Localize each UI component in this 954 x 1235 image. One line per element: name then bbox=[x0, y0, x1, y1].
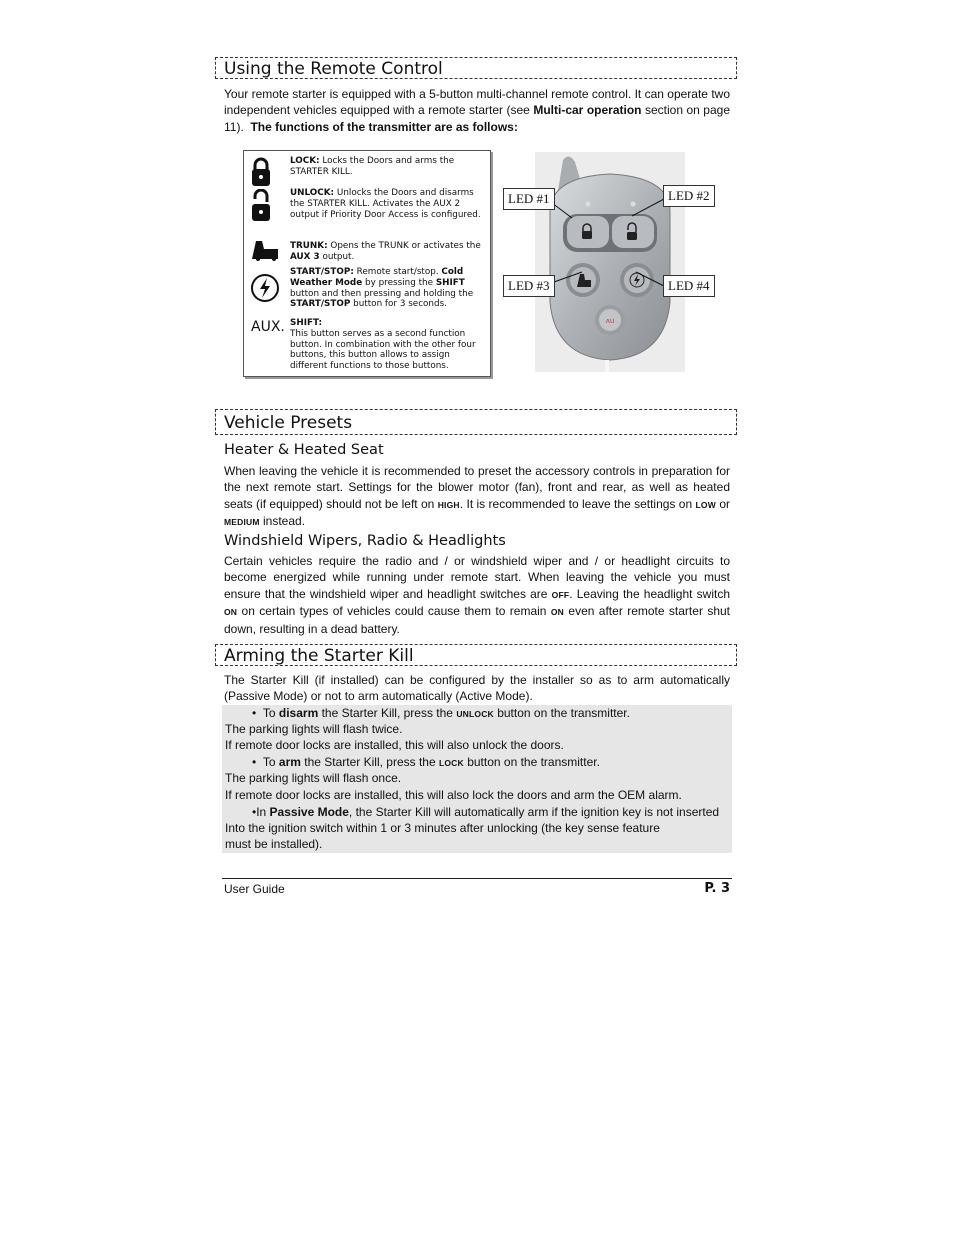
text: The functions of the transmitter are as follows: bbox=[250, 119, 518, 134]
multicar-link-text: Multi-car operation bbox=[533, 103, 642, 118]
aux-label: AUX. bbox=[251, 319, 285, 335]
footer-left: User Guide bbox=[224, 882, 285, 896]
text: HIGH bbox=[437, 499, 460, 510]
text: To bbox=[262, 755, 279, 769]
text: output. bbox=[319, 251, 355, 262]
text: by pressing the bbox=[362, 277, 436, 288]
section-header-presets bbox=[215, 409, 737, 435]
text: Locks the Doors and arms the STARTER KILL. bbox=[290, 156, 455, 177]
arm-bullet bbox=[252, 755, 600, 769]
line: Into the ignition switch within 1 or 3 minutes after unlocking (the key sense feature bbox=[225, 821, 660, 835]
section-header-starter-kill bbox=[215, 644, 737, 666]
text: SHIFT bbox=[435, 277, 465, 288]
text: button on the transmitter. bbox=[493, 706, 630, 720]
section-title: Arming the Starter Kill bbox=[224, 646, 414, 666]
text: START/STOP: bbox=[290, 267, 354, 277]
text: . It is recommended to leave the settings on bbox=[459, 496, 696, 511]
text: Cold Weather Mode bbox=[290, 267, 464, 288]
text: the Starter Kill, press the bbox=[318, 706, 457, 720]
text: , the Starter Kill will automatically arm if the ignition key is not inserted bbox=[348, 805, 720, 819]
line: The parking lights will flash twice. bbox=[225, 722, 403, 736]
section-title: Vehicle Presets bbox=[224, 413, 353, 433]
led4-label: LED #4 bbox=[663, 275, 715, 297]
line: If remote door locks are installed, this will also lock the doors and arm the OEM alarm. bbox=[225, 788, 682, 802]
text: the Starter Kill, press the bbox=[300, 755, 439, 769]
text: . Leaving the headlight switch bbox=[569, 586, 730, 601]
text: LOCK: bbox=[290, 156, 320, 166]
text: TRUNK: bbox=[290, 241, 328, 251]
text: Your remote starter is equipped with a 5-button multi-channel remote control. It can operate two independent vehicles equipped with a remote starter (see bbox=[224, 87, 730, 118]
text: Opens the TRUNK or activates the bbox=[327, 241, 481, 251]
text: In bbox=[256, 805, 270, 819]
text: ON bbox=[550, 607, 565, 618]
starter-kill-intro: The Starter Kill (if installed) can be configured by the installer so as to arm automatically (Passive Mode) or not to arm automatically (Active Mode). bbox=[224, 673, 730, 704]
footer-rule bbox=[222, 878, 732, 879]
text: button and then pressing and holding the bbox=[290, 288, 474, 299]
line: must be installed). bbox=[225, 837, 323, 851]
section-title: Using the Remote Control bbox=[224, 59, 443, 79]
text: disarm bbox=[278, 706, 319, 720]
text: button for 3 seconds. bbox=[350, 299, 447, 310]
heater-paragraph bbox=[224, 463, 730, 531]
text: To bbox=[262, 706, 279, 720]
text: on certain types of vehicles could cause them to remain bbox=[237, 604, 551, 619]
bullet: • bbox=[252, 755, 263, 769]
text: instead. bbox=[259, 514, 306, 529]
text: LOCK bbox=[438, 758, 464, 768]
led1-label: LED #1 bbox=[503, 188, 555, 210]
bullet: • bbox=[252, 706, 263, 720]
subheading-wipers: Windshield Wipers, Radio & Headlights bbox=[224, 533, 506, 549]
page-number: P. 3 bbox=[704, 881, 730, 896]
text: UNLOCK: bbox=[290, 188, 335, 198]
passive-bullet bbox=[252, 805, 719, 819]
svg-text:ʌu: ʌu bbox=[605, 317, 615, 325]
text: or bbox=[715, 496, 730, 511]
disarm-bullet bbox=[252, 706, 630, 720]
text: Certain vehicles require the radio and / or windshield wiper and / or headlight circuits to become energized while running under remote start. When leaving the vehicle you must ensure that the windshield wiper and headlight switches are bbox=[224, 554, 730, 601]
text: MEDIUM bbox=[224, 517, 260, 528]
text: even after remote starter shut down, resulting in a dead battery. bbox=[224, 604, 730, 636]
text: ON bbox=[224, 607, 238, 618]
text: START/STOP bbox=[290, 299, 351, 310]
text: section on page 11). bbox=[224, 103, 730, 134]
text: When leaving the vehicle it is recommended to preset the accessory controls in preparation for the next remote start. Settings for the blower motor (fan), front and rear, as well as heated seats (if equipped) should not be left on bbox=[224, 464, 730, 511]
text: button on the transmitter. bbox=[463, 755, 600, 769]
text: SHIFT: bbox=[290, 318, 323, 328]
text: Remote start/stop. bbox=[353, 267, 442, 277]
text: Unlocks the Doors and disarms the STARTER KILL. Activates the AUX 2 output if Priority Door Access is configured. bbox=[290, 188, 481, 220]
led-callout-lines bbox=[0, 0, 954, 420]
led2-label: LED #2 bbox=[663, 185, 715, 207]
instructions-box bbox=[222, 705, 732, 853]
text: arm bbox=[278, 755, 301, 769]
wipers-paragraph bbox=[224, 553, 730, 637]
text: OFF bbox=[551, 589, 570, 600]
text: Passive Mode bbox=[269, 805, 349, 819]
bullet: • bbox=[252, 805, 257, 819]
text: AUX 3 bbox=[290, 251, 320, 262]
line: If remote door locks are installed, this will also unlock the doors. bbox=[225, 738, 564, 752]
line: The parking lights will flash once. bbox=[225, 771, 402, 785]
text: This button serves as a second function button. In combination with the other four buttons, this button allows to assign different functions to those buttons. bbox=[290, 328, 476, 372]
subheading-heater: Heater & Heated Seat bbox=[224, 442, 384, 458]
text: LOW bbox=[695, 499, 716, 510]
led3-label: LED #3 bbox=[503, 275, 555, 297]
text: UNLOCK bbox=[456, 709, 494, 719]
